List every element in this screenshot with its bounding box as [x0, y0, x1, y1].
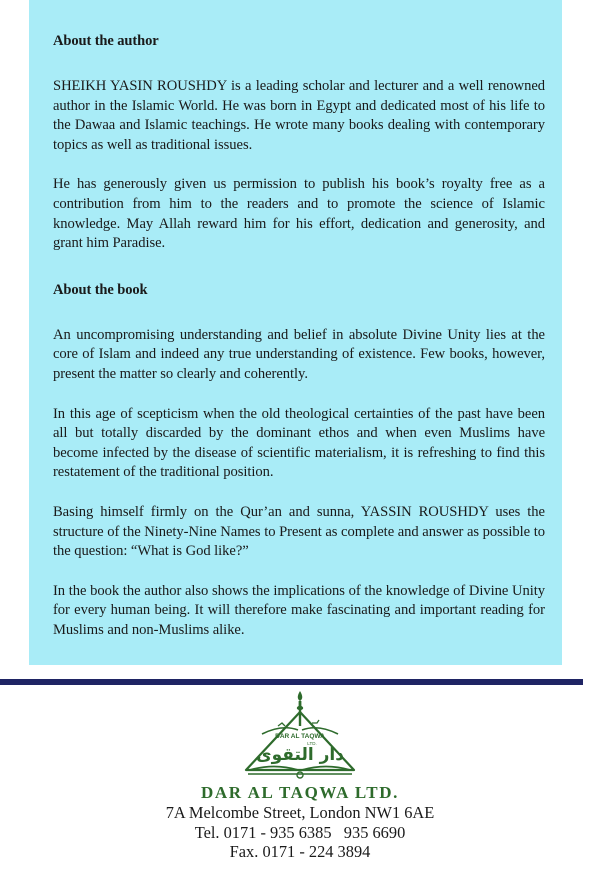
- publisher-address: 7A Melcombe Street, London NW1 6AE: [165, 803, 435, 822]
- about-author-paragraph: He has generously given us permission to publish his book’s royalty free as a contribution from him to the readers and to promote the science of Islamic knowledge. May Allah reward him for his effort, dedication and generosity, and grant him Paradise.: [53, 176, 545, 252]
- about-author-paragraph: SHEIKH YASIN ROUSHDY is a leading scholar and lecturer and a well renowned author in the Islamic World. He was born in Egypt and dedicated most of his life to the Dawaa and Islamic teachings. He wrote many books dealing with contemporary topics as well as traditional issues.: [53, 78, 545, 153]
- divider-rule: [0, 679, 583, 685]
- dar-al-taqwa-logo-icon: [242, 690, 358, 780]
- back-cover-blurb-panel: [29, 0, 562, 665]
- about-book-heading: About the book: [53, 281, 148, 298]
- about-book-paragraph: An uncompromising understanding and belief in absolute Divine Unity lies at the core of Islam and indeed any true understanding of existence. Few books, however, present the matter so clearly and coherently.: [53, 326, 545, 382]
- about-book-section: [53, 280, 545, 641]
- about-author-heading: About the author: [53, 33, 159, 49]
- about-author-section: [53, 31, 545, 254]
- publisher-block: [0, 690, 600, 862]
- about-book-paragraph: In this age of scepticism when the old theological certainties of the past have been all but totally discarded by the dominant ethos and when even Muslims have become infected by the disease of scientific materialism, it is refreshing to find this restatement of the traditional position.: [53, 405, 545, 481]
- about-book-paragraph: Basing himself firmly on the Qur’an and sunna, YASSIN ROUSHDY uses the structure of the Ninety-Nine Names to Present as complete and answer as possible to the question: “What is God like?”: [53, 503, 545, 560]
- publisher-fax: Fax. 0171 - 224 3894: [229, 842, 371, 861]
- svg-text:LTD.: LTD.: [307, 741, 317, 746]
- svg-text:دار التقوى: دار التقوى: [256, 745, 344, 765]
- publisher-telephone: Tel. 0171 - 935 6385 935 6690: [194, 822, 406, 842]
- blurb-content: [53, 31, 545, 660]
- svg-text:DAR AL TAQWA: DAR AL TAQWA: [275, 733, 325, 740]
- publisher-name: DAR AL TAQWA LTD.: [201, 783, 399, 802]
- about-book-paragraph: In the book the author also shows the implications of the knowledge of Divine Unity for every human being. It will therefore make fascinating and important reading for Muslims and non-Muslims alike.: [53, 582, 545, 638]
